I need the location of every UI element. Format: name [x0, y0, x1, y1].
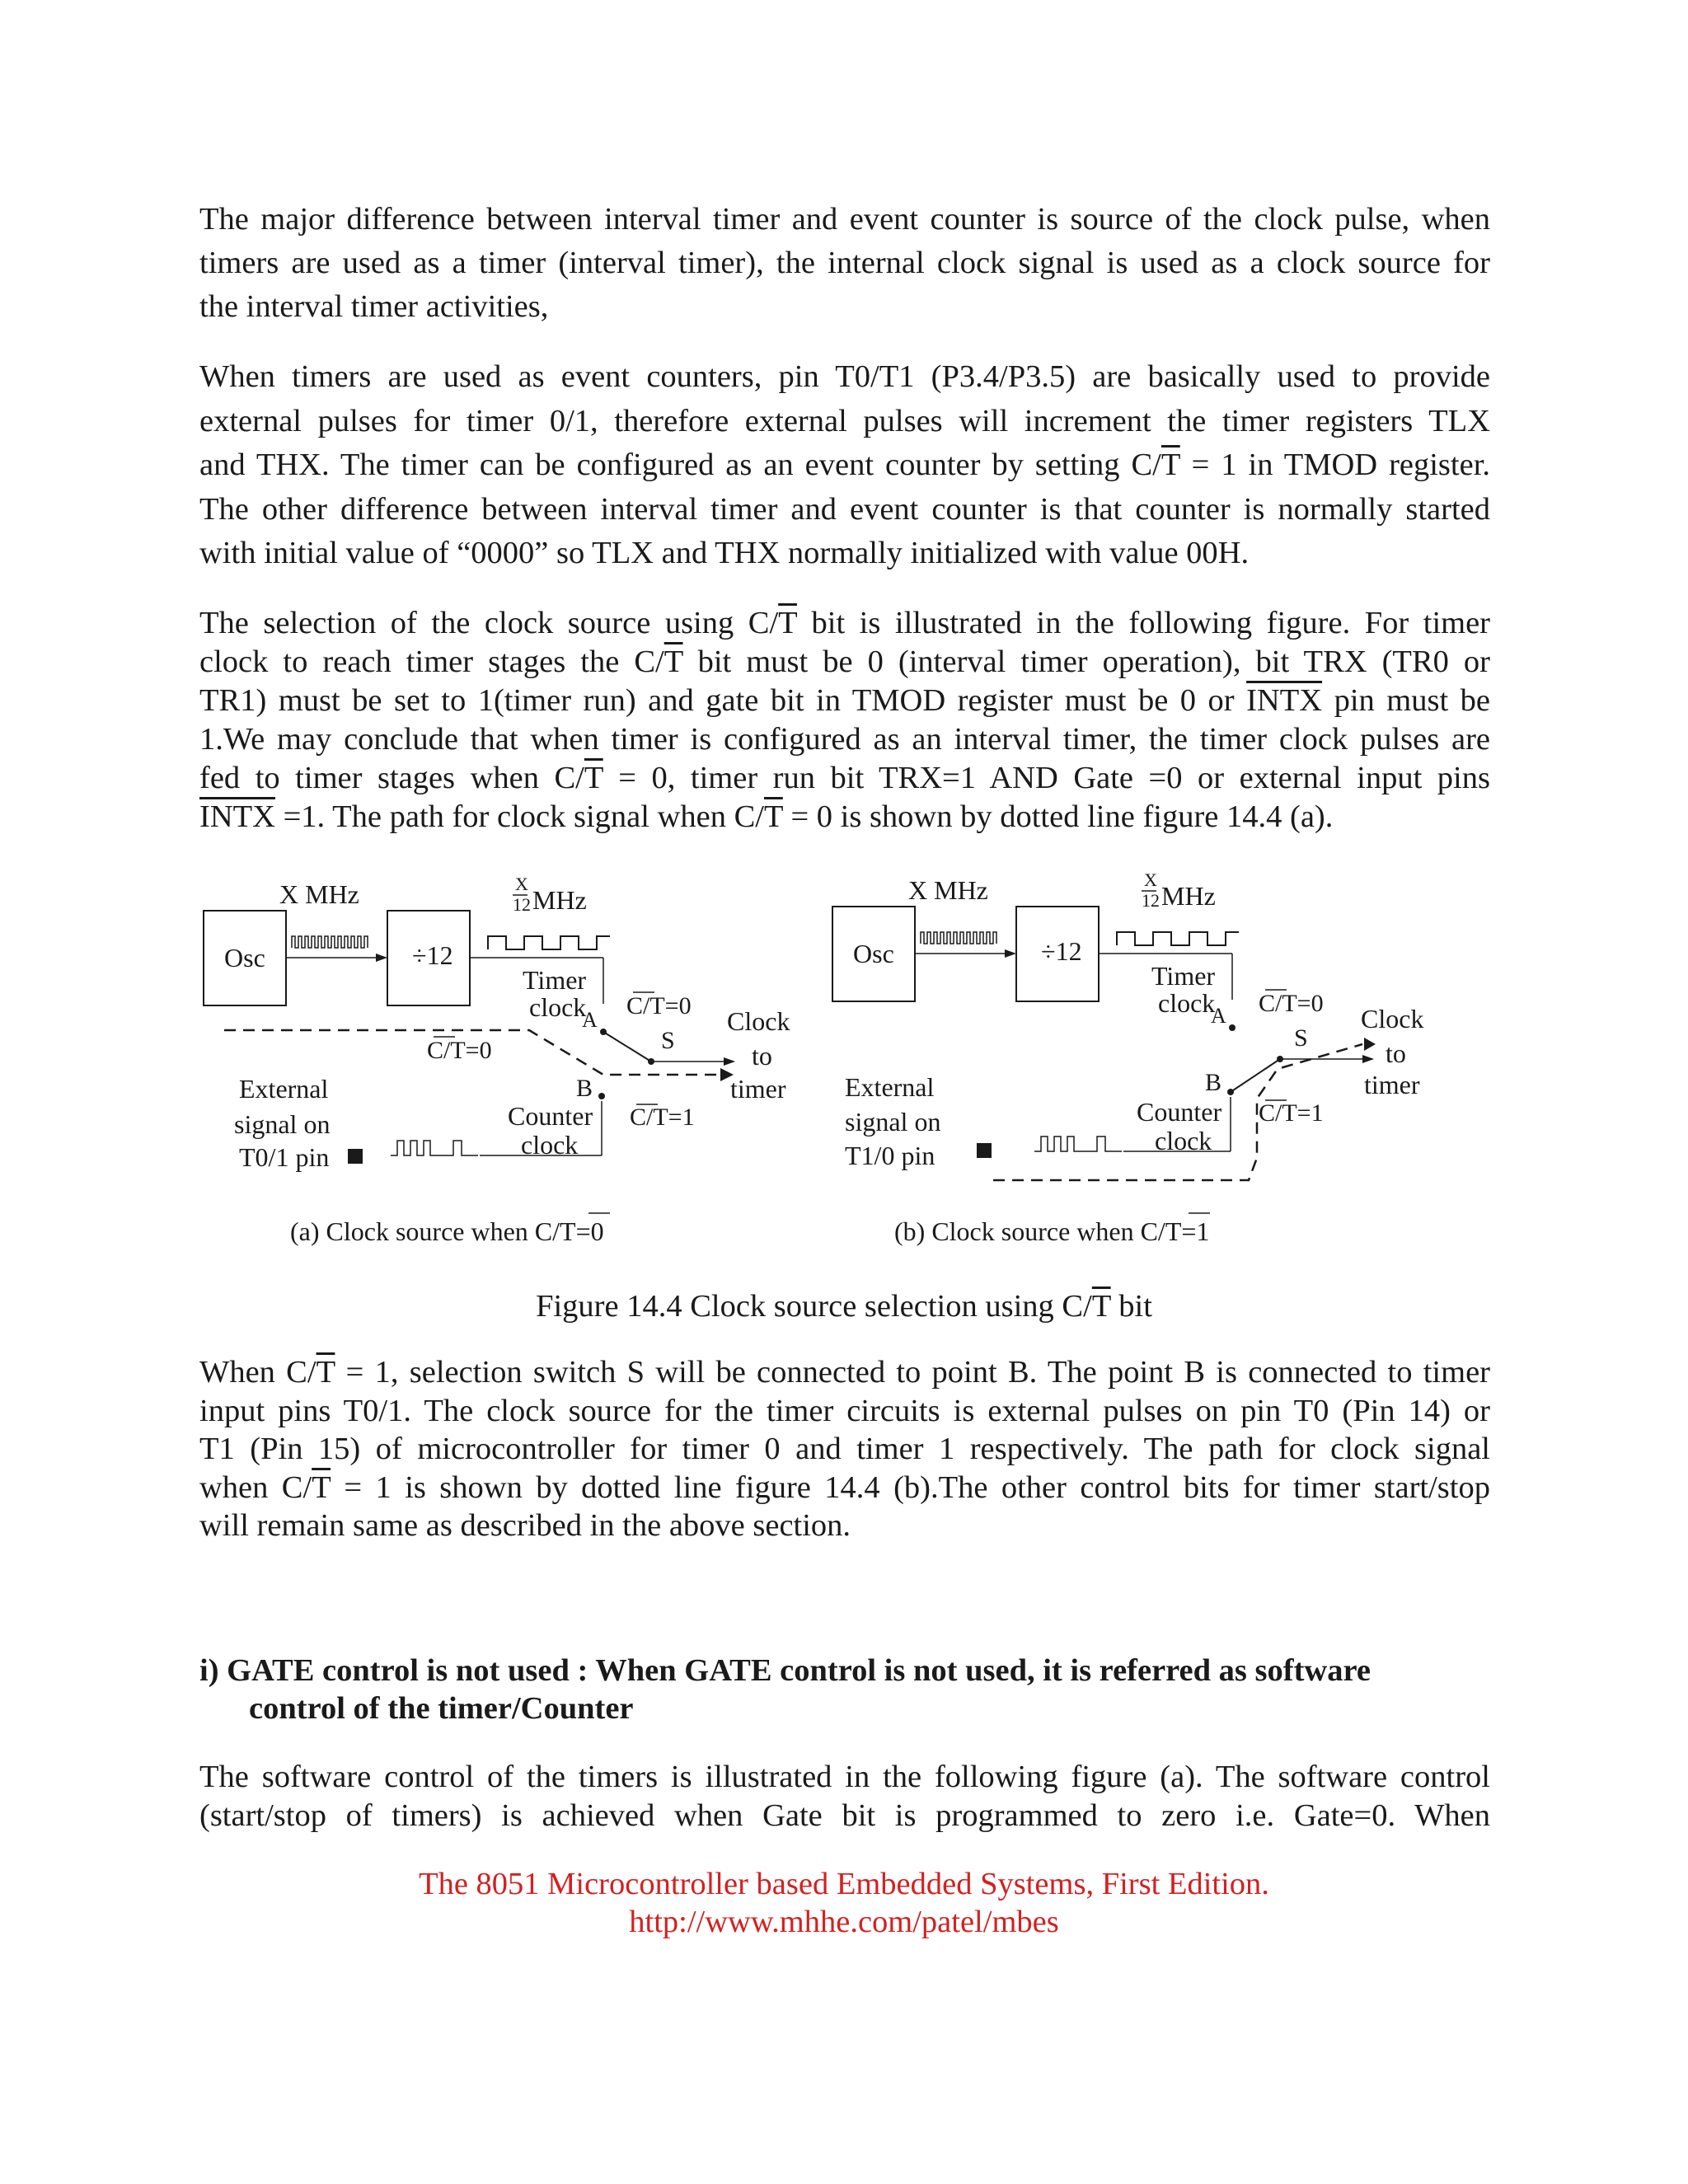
- clock-to-timer-label: timer: [730, 1074, 786, 1104]
- point-a-label: A: [1211, 1004, 1226, 1028]
- point-b: [598, 1093, 605, 1099]
- fraction-denominator: 12: [1142, 890, 1160, 911]
- footer-book-title: The 8051 Microcontroller based Embedded Systems, First Edition.: [419, 1867, 1269, 1901]
- fraction-numerator: X: [1144, 869, 1157, 890]
- clock-source-figure: [199, 857, 1490, 1253]
- ct0-label: C/T=0: [1259, 990, 1324, 1017]
- text-line: When $C/\overline{T} = 1$, selection switch S will be connected to point B. The point B is connected to timer: [199, 1355, 1490, 1390]
- switch-arm: [603, 1032, 651, 1062]
- section-heading: [199, 1652, 1490, 1727]
- point-b-label: B: [576, 1075, 593, 1102]
- counter-clock-label: Counter: [1137, 1097, 1222, 1127]
- pin-square: [977, 1143, 992, 1158]
- figure-caption: Figure 14.4 Clock source selection using $C/\overline{T}$ bit: [536, 1289, 1152, 1324]
- text-line: will remain same as described in the above section.: [199, 1508, 851, 1543]
- point-b-label: B: [1205, 1069, 1222, 1096]
- x-mhz-label: X MHz: [279, 879, 359, 909]
- text-line: T1 (Pin 15) of microcontroller for timer 0 and timer 1 respectively. The path for clock signal: [199, 1432, 1490, 1466]
- mhz-label: MHz: [532, 885, 587, 915]
- timer-waveform: [1117, 932, 1239, 945]
- external-signal-label: signal on: [234, 1109, 331, 1139]
- text-line: fed to timer stages when $C/\overline{T} = 0$, timer run bit TRX=1 AND Gate =0 or external input pins: [199, 761, 1490, 795]
- counter-clock-label: Counter: [508, 1101, 593, 1131]
- external-signal-label: signal on: [845, 1107, 941, 1137]
- text-line: The other difference between interval timer and event counter is that counter is normally started: [199, 491, 1490, 527]
- paragraph-software-control: [199, 1758, 1490, 1835]
- paragraph-ct-equals-one: [199, 1353, 1490, 1545]
- timer-clock-label: Timer: [523, 965, 587, 995]
- text-line: When timers are used as event counters, pin T0/T1 (P3.4/P3.5) are basically used to provide: [199, 359, 1490, 394]
- heading-line: i) GATE control is not used : When GATE control is not used, it is referred as software: [199, 1653, 1371, 1688]
- external-waveform: [391, 1141, 478, 1155]
- timer-waveform: [488, 936, 610, 949]
- text-line: INTX =1. The path for clock signal when $C/\overline{T} = 0$ is shown by dotted line figure 14.4 (a).: [199, 799, 1334, 834]
- text-line: timers are used as a timer (interval timer), the internal clock signal is used as a clock source for: [199, 246, 1490, 280]
- text-line: The major difference between interval timer and event counter is source of the clock pulse, when: [199, 202, 1490, 237]
- external-signal-label: T1/0 pin: [845, 1141, 935, 1170]
- switch-s-label: S: [1294, 1024, 1308, 1052]
- text-line: 1.We may conclude that when timer is configured as an interval timer, the timer clock pulses are: [199, 722, 1490, 757]
- osc-waveform: [921, 932, 996, 944]
- ct1-label: C/T=1: [1259, 1099, 1324, 1127]
- subcaption-b: (b) Clock source when C/T=1: [894, 1216, 1210, 1246]
- paragraph-event-counter: [199, 355, 1490, 576]
- text-line: input pins T0/1. The clock source for the timer circuits is external pulses on pin T0 (Pin 14) or: [199, 1393, 1490, 1428]
- ct0-label: C/T=0: [626, 992, 692, 1019]
- paragraph-clock-source-selection: [199, 604, 1490, 837]
- counter-clock-label: clock: [521, 1130, 579, 1160]
- osc-label: Osc: [853, 939, 894, 968]
- mhz-label: MHz: [1161, 881, 1216, 911]
- clock-to-timer-label: timer: [1364, 1070, 1420, 1099]
- text-line: clock to reach timer stages the $C/\overline{T}$ bit must be 0 (interval timer operation), bit TRX (TR0 or: [199, 644, 1490, 679]
- external-waveform: [1034, 1137, 1122, 1151]
- external-signal-label: External: [239, 1074, 329, 1104]
- divider-label: ÷12: [1041, 936, 1082, 966]
- ct0-path-label: C/T=0: [427, 1037, 492, 1064]
- text-line: and THX. The timer can be configured as an event counter by setting $C/\overline{T} = 1$ in TMOD register.: [199, 448, 1491, 482]
- diagram-b: [832, 869, 1423, 1246]
- osc-label: Osc: [224, 943, 265, 972]
- external-signal-label: T0/1 pin: [239, 1142, 330, 1172]
- heading-line: control of the timer/Counter: [249, 1691, 634, 1726]
- clock-to-timer-label: to: [1386, 1038, 1406, 1068]
- diagram-a: [204, 874, 790, 1246]
- switch-s-label: S: [661, 1027, 675, 1054]
- text-line: TR1) must be set to 1(timer run) and gate bit in TMOD register must be 0 or INTX pin must be: [199, 683, 1490, 718]
- clock-to-timer-label: Clock: [1361, 1004, 1424, 1033]
- clock-to-timer-label: to: [752, 1041, 772, 1071]
- text-line: the interval timer activities,: [199, 289, 549, 324]
- external-signal-label: External: [845, 1072, 935, 1102]
- divider-label: ÷12: [412, 940, 453, 970]
- fraction-numerator: X: [515, 874, 528, 894]
- text-line: when $C/\overline{T} = 1$ is shown by dotted line figure 14.4 (b).The other control bits for timer start/stop: [199, 1469, 1490, 1505]
- pin-square: [348, 1149, 363, 1164]
- osc-waveform: [292, 936, 368, 948]
- paragraph-interval-vs-counter: [199, 198, 1490, 329]
- point-b: [1227, 1089, 1234, 1095]
- timer-clock-label: Timer: [1151, 961, 1216, 991]
- footer-url[interactable]: http://www.mhhe.com/patel/mbes: [629, 1905, 1059, 1939]
- timer-clock-label: clock: [1158, 988, 1216, 1018]
- fraction-denominator: 12: [513, 894, 531, 915]
- point-a-label: A: [582, 1008, 598, 1032]
- subcaption-a: (a) Clock source when C/T=0: [290, 1216, 604, 1246]
- timer-clock-label: clock: [529, 992, 587, 1022]
- text-line: (start/stop of timers) is achieved when Gate bit is programmed to zero i.e. Gate=0. When: [199, 1797, 1490, 1833]
- text-line: external pulses for timer 0/1, therefore external pulses will increment the timer registers TLX: [199, 403, 1490, 438]
- ct1-label: C/T=1: [630, 1104, 695, 1131]
- point-a: [1229, 1024, 1236, 1031]
- text-line: with initial value of “0000” so TLX and THX normally initialized with value 00H.: [199, 536, 1250, 570]
- clock-to-timer-label: Clock: [727, 1006, 790, 1036]
- x-mhz-label: X MHz: [908, 875, 988, 905]
- text-line: The selection of the clock source using $C/\overline{T}$ bit is illustrated in the following figure. For timer: [199, 606, 1490, 640]
- counter-clock-label: clock: [1155, 1126, 1212, 1155]
- text-line: The software control of the timers is illustrated in the following figure (a). The software control: [199, 1760, 1490, 1794]
